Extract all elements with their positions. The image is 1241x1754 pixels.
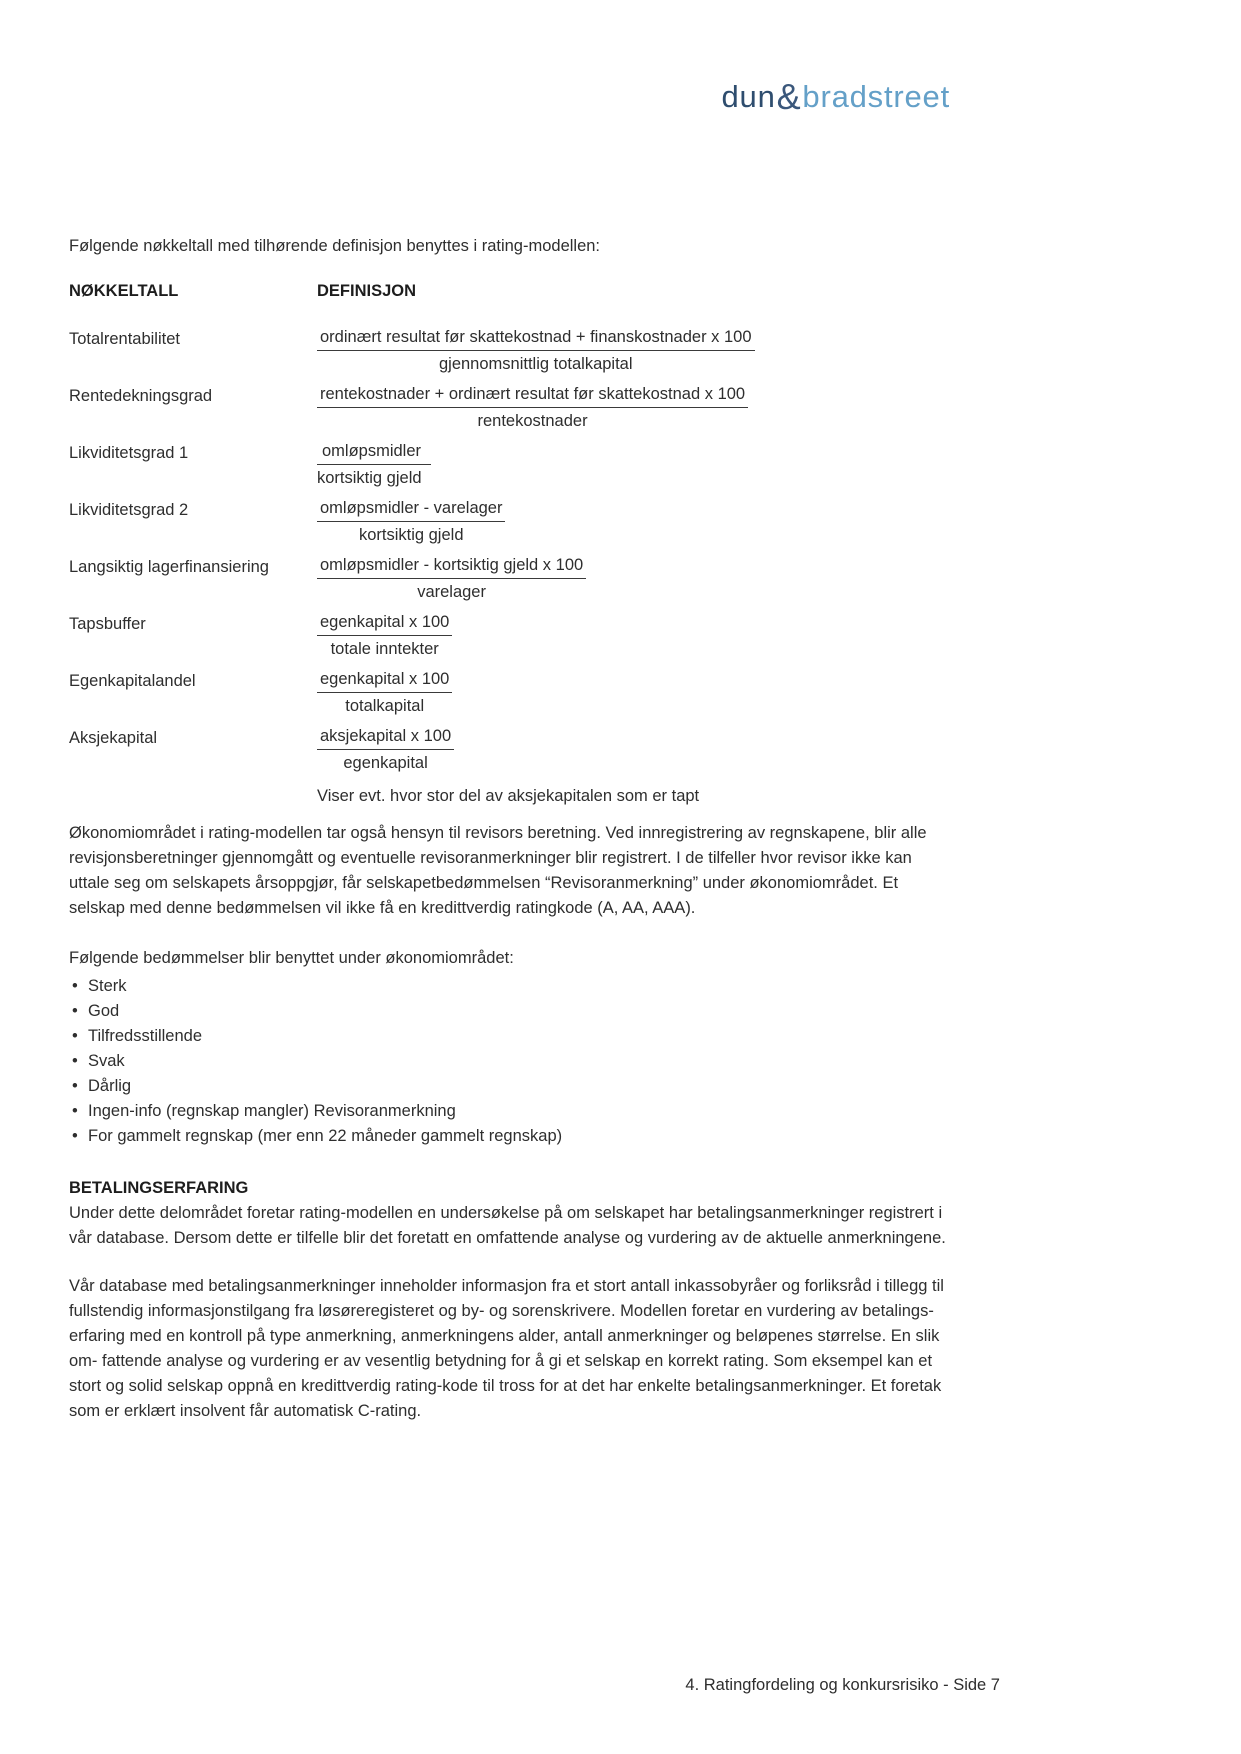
ratio-definition-fraction (317, 669, 452, 716)
fraction-numerator: egenkapital x 100 (317, 669, 452, 693)
bullet-item: • For gammelt regnskap (mer enn 22 måneder gammelt regnskap) (69, 1124, 954, 1149)
ratio-label: Likviditetsgrad 2 (69, 501, 189, 519)
table-row (69, 726, 950, 773)
payment-paragraph-1: Under dette delområdet foretar rating-modellen en undersøkelse på om selskapet har betalingsanmerkninger registrert i vår database. Dersom dette er tilfelle blir det foretatt en omfattende analyse og vurdering av de aktuelle anmerkningene. (69, 1204, 946, 1247)
fraction-denominator: gjennomsnittlig totalkapital (438, 355, 633, 373)
table-row (69, 384, 950, 431)
page-footer: 4. Ratingfordeling og konkursrisiko - Side 7 (685, 1676, 1000, 1694)
payment-experience-section (69, 1176, 954, 1424)
bullet-item: • Dårlig (69, 1074, 954, 1099)
logo-ampersand-icon: & (776, 76, 802, 117)
fraction-denominator: varelager (417, 583, 486, 601)
assessments-section (69, 946, 954, 1149)
fraction-denominator: totale inntekter (330, 640, 439, 658)
table-header-row (69, 282, 950, 301)
bullet-item: • Svak (69, 1049, 954, 1074)
ratio-definition-fraction (317, 612, 452, 659)
table-row (69, 441, 950, 488)
table-row (69, 498, 950, 545)
ratio-label: Rentedekningsgrad (69, 387, 213, 405)
fraction-numerator: aksjekapital x 100 (317, 726, 454, 750)
ratio-label: Langsiktig lagerfinansiering (69, 558, 269, 576)
column-header-nokkeltall: NØKKELTALL (69, 282, 179, 300)
bullet-item: • Sterk (69, 974, 954, 999)
assessments-intro: Følgende bedømmelser blir benyttet under økonomiområdet: (69, 949, 514, 967)
fraction-numerator: omløpsmidler (317, 441, 431, 465)
aksjekapital-note: Viser evt. hvor stor del av aksjekapitalen som er tapt (317, 787, 700, 805)
dun-bradstreet-logo (69, 74, 950, 116)
ratio-definition-fraction (317, 726, 454, 773)
payment-section-heading: BETALINGSERFARING (69, 1179, 249, 1197)
ratio-definition-fraction (317, 441, 431, 488)
fraction-numerator: omløpsmidler - varelager (317, 498, 505, 522)
ratio-definition-fraction (317, 384, 748, 431)
column-header-definisjon: DEFINISJON (317, 282, 417, 300)
ratio-label: Totalrentabilitet (69, 330, 180, 348)
assessments-bullet-list (69, 974, 954, 1149)
fraction-numerator: egenkapital x 100 (317, 612, 452, 636)
table-note-row (69, 787, 950, 806)
economy-paragraph: Økonomiområdet i rating-modellen tar også hensyn til revisors beretning. Ved innregistrering av regnskapene, blir alle revisjonsberetninger gjennomgått og eventuelle revisoranmerkninger blir registrert. I de tilfeller hvor revisor ikke kan uttale seg om selskapets årsoppgjør, får selskapetbedømmelsen “Revisoranmerkning” under økonomiområdet. Et selskap med denne bedømmelsen vil ikke få en kredittverdig ratingkode (A, AA, AAA). (69, 824, 927, 917)
ratio-label: Egenkapitalandel (69, 672, 196, 690)
ratio-label: Aksjekapital (69, 729, 158, 747)
table-row (69, 612, 950, 659)
logo-word-dun: dun (721, 79, 776, 114)
fraction-denominator: kortsiktig gjeld (317, 469, 422, 487)
key-figures-table (69, 282, 950, 806)
table-row (69, 555, 950, 602)
fraction-numerator: rentekostnader + ordinært resultat før skattekostnad x 100 (317, 384, 748, 408)
ratio-label: Likviditetsgrad 1 (69, 444, 189, 462)
bullet-item: • God (69, 999, 954, 1024)
fraction-numerator: ordinært resultat før skattekostnad + finanskostnader x 100 (317, 327, 755, 351)
fraction-denominator: totalkapital (345, 697, 425, 715)
bullet-item: • Ingen-info (regnskap mangler) Revisoranmerkning (69, 1099, 954, 1124)
payment-paragraph-2: Vår database med betalingsanmerkninger inneholder informasjon fra et stort antall inkassobyråer og forliksråd i tillegg til fullstendig informasjonstilgang fra løsøreregisteret og by- og sorenskrivere. Modellen foretar en vurdering av betalings- erfaring med en kontroll på type anmerkning, anmerkningens alder, antall anmerkninger og beløpenes størrelse. En slik om- fattende analyse og vurdering er av vesentlig betydning for å gi et selskap en korrekt rating. Som eksempel kan et stort og solid selskap oppnå en kredittverdig rating-kode til tross for at det har enkelte betalingsanmerkninger. Et foretak som er erklært insolvent får automatisk C-rating. (69, 1277, 944, 1420)
table-row (69, 327, 950, 374)
ratio-definition-fraction (317, 555, 586, 602)
table-row (69, 669, 950, 716)
fraction-denominator: kortsiktig gjeld (358, 526, 464, 544)
logo-word-bradstreet: bradstreet (802, 79, 950, 114)
ratio-definition-fraction (317, 498, 505, 545)
intro-text: Følgende nøkkeltall med tilhørende definisjon benyttes i rating-modellen: (69, 237, 601, 255)
fraction-denominator: egenkapital (343, 754, 428, 772)
fraction-denominator: rentekostnader (477, 412, 588, 430)
ratio-label: Tapsbuffer (69, 615, 146, 633)
ratio-definition-fraction (317, 327, 755, 374)
fraction-numerator: omløpsmidler - kortsiktig gjeld x 100 (317, 555, 586, 579)
bullet-item: • Tilfredsstillende (69, 1024, 954, 1049)
